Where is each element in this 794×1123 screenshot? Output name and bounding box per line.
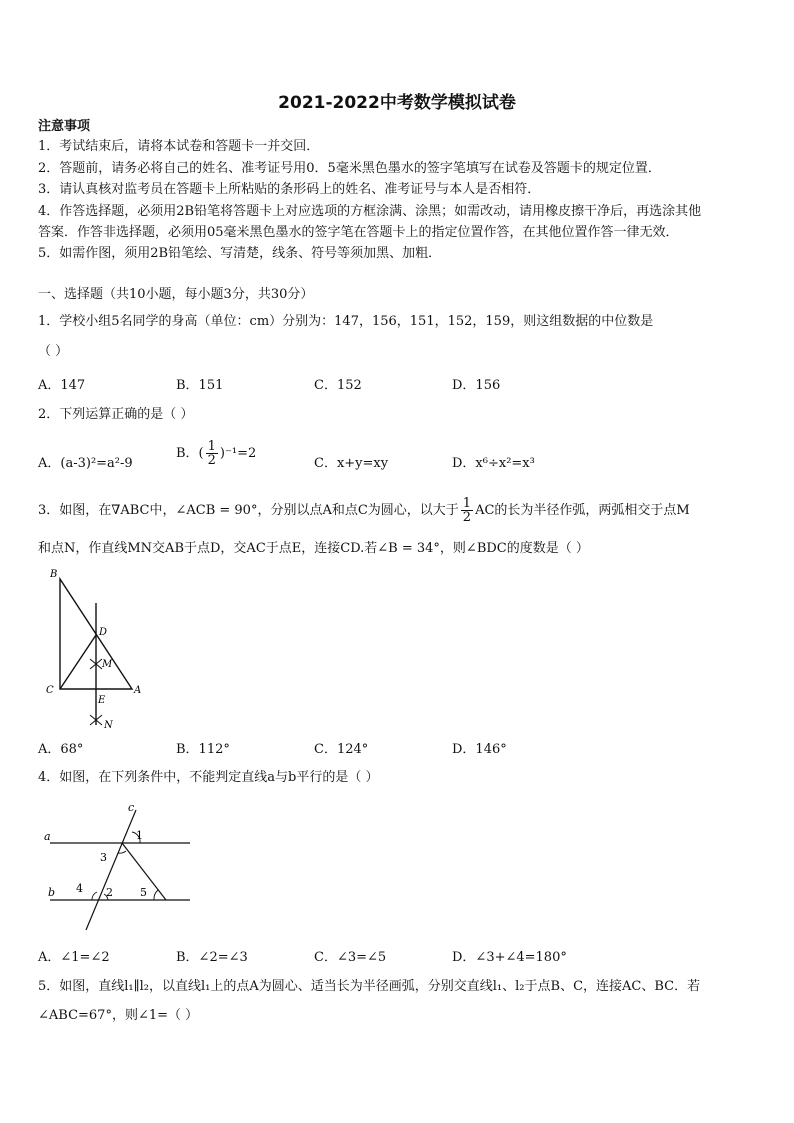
- q3-stem-part-b: AC的长为半径作弧，两弧相交于点M: [475, 503, 690, 518]
- label-angle-3: 3: [100, 851, 107, 864]
- question-1-stem-cont: （ ）: [38, 344, 69, 359]
- fraction-denominator: 2: [207, 453, 216, 468]
- notice-item: 1．考试结束后，请将本试卷和答题卡一并交回．: [38, 139, 320, 154]
- q1-option-a: A．147: [38, 378, 86, 393]
- label-b: B: [50, 569, 58, 580]
- q2-option-a: A．(a-3)²=a²-9: [38, 456, 133, 471]
- notice-item: 4．作答选择题，必须用2B铅笔将答题卡上对应选项的方框涂满、涂黑；如需改动，请用橡皮擦干净后，再选涂其他: [38, 204, 702, 219]
- label-b-line: b: [48, 886, 56, 899]
- label-angle-2: 2: [106, 886, 113, 899]
- fraction-numerator: 1: [207, 439, 216, 454]
- q3-option-c: C．124°: [314, 742, 369, 757]
- section-heading: 一、选择题（共10小题，每小题3分，共30分）: [38, 287, 314, 302]
- label-n: N: [104, 720, 113, 731]
- label-e: E: [98, 695, 106, 706]
- q4-option-c: C．∠3=∠5: [314, 950, 387, 965]
- q1-option-b: B．151: [176, 378, 224, 393]
- q3-option-b: B．112°: [176, 742, 230, 757]
- label-d: D: [99, 627, 108, 638]
- q1-option-c: C．152: [314, 378, 362, 393]
- label-a: A: [134, 685, 142, 696]
- fraction: [206, 440, 218, 467]
- q1-option-d: D．156: [452, 378, 501, 393]
- label-angle-1: 1: [136, 829, 143, 842]
- notice-item: 2．答题前，请务必将自己的姓名、准考证号用0．5毫米黑色墨水的签字笔填写在试卷及答题卡的规定位置．: [38, 161, 661, 176]
- label-angle-4: 4: [76, 882, 83, 895]
- notice-item: 5．如需作图，须用2B铅笔绘、写清楚，线条、符号等须加黑、加粗．: [38, 246, 442, 261]
- angle-arc-5: [154, 890, 158, 900]
- question-2-stem: 2．下列运算正确的是（ ）: [38, 407, 194, 422]
- q2-option-b-open: B．(: [176, 446, 204, 461]
- angle-arc-4: [92, 892, 97, 900]
- label-a-line: a: [44, 830, 51, 843]
- q2-option-c: C．x+y=xy: [314, 456, 389, 471]
- label-c: C: [46, 685, 54, 696]
- q4-option-b: B．∠2=∠3: [176, 950, 248, 965]
- question-3-stem-cont: 和点N，作直线MN交AB于点D，交AC于点E，连接CD.若∠B = 34°，则∠BDC的度数是（ ）: [38, 541, 589, 556]
- fraction-denominator: 2: [462, 510, 472, 525]
- q2-option-b: [176, 440, 256, 467]
- q4-option-d: D．∠3+∠4=180°: [452, 950, 567, 965]
- label-angle-5: 5: [140, 886, 147, 899]
- question-4-stem: 4．如图，在下列条件中，不能判定直线a与b平行的是（ ）: [38, 770, 379, 785]
- q3-stem-part-a: 3．如图，在∇ABC中，∠ACB = 90°，分别以点A和点C为圆心，以大于: [38, 503, 459, 518]
- fraction-numerator: 1: [462, 496, 472, 511]
- q2-option-b-close: )⁻¹=2: [219, 446, 257, 461]
- question-5-stem-cont: ∠ABC=67°，则∠1=（ ）: [38, 1008, 199, 1023]
- notice-item: 3．请认真核对监考员在答题卡上所粘贴的条形码上的姓名、准考证号与本人是否相符．: [38, 182, 541, 197]
- q3-option-d: D．146°: [452, 742, 507, 757]
- question-5-stem: 5．如图，直线l₁∥l₂，以直线l₁上的点A为圆心、适当长为半径画弧，分别交直线l₁、l₂于点B、C，连接AC、BC．若: [38, 979, 701, 994]
- segment-cd: [60, 635, 96, 689]
- q3-option-a: A．68°: [38, 742, 84, 757]
- q2-option-d: D．x⁶÷x²=x³: [452, 456, 535, 471]
- notice-item: 答案．作答非选择题，必须用05毫米黑色墨水的签字笔在答题卡上的指定位置作答，在其他位置作答一律无效．: [38, 225, 679, 240]
- question-1-stem: 1．学校小组5名同学的身高（单位：cm）分别为：147，156，151，152，159，则这组数据的中位数是: [38, 314, 654, 329]
- notice-heading: 注意事项: [38, 119, 91, 134]
- fraction: [461, 497, 473, 524]
- label-c-line: c: [128, 801, 135, 814]
- label-m: M: [102, 659, 113, 670]
- q4-option-a: A．∠1=∠2: [38, 950, 110, 965]
- q3-figure: [42, 565, 142, 735]
- line-c: [86, 810, 136, 930]
- q4-figure: [40, 798, 200, 933]
- question-3-stem: [38, 497, 690, 524]
- page-title: 2021-2022中考数学模拟试卷: [278, 93, 516, 113]
